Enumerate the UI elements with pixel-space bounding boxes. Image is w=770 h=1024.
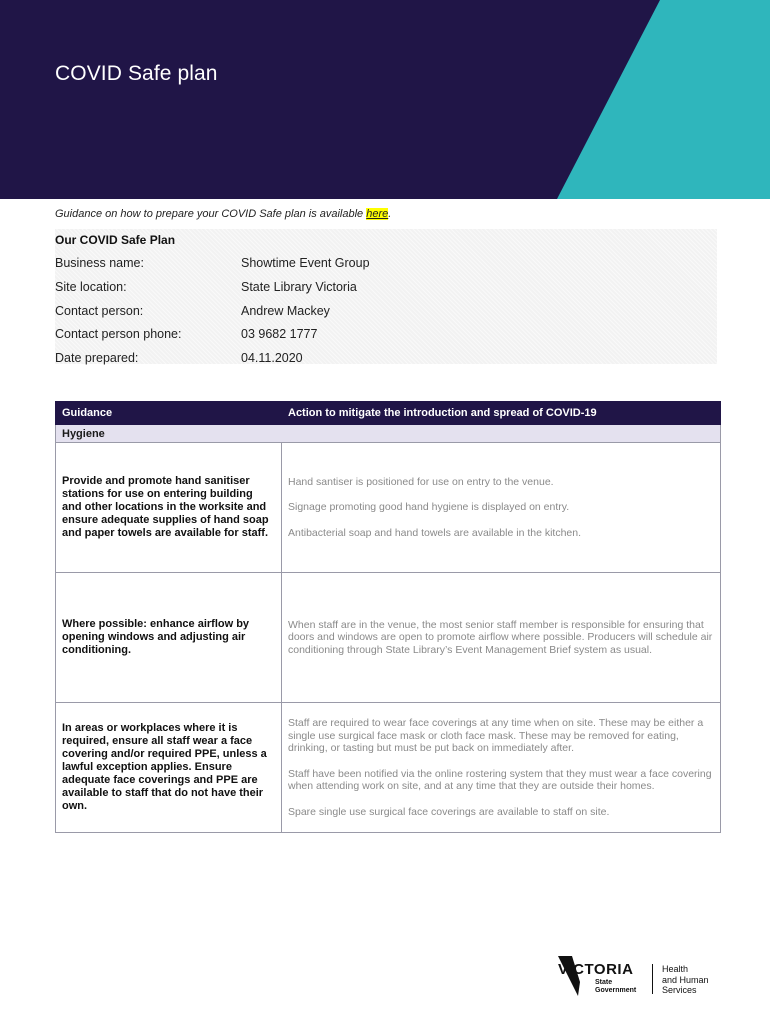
action-cell [282, 573, 721, 703]
guidance-text: Guidance on how to prepare your COVID Safe plan is available [55, 208, 367, 220]
guidance-cell: In areas or workplaces where it is required, ensure all staff wear a face covering and/or required PPE, unless a lawful exception applies. Ensure adequate face coverings and PPE are available to staff that do not have their own. [56, 703, 282, 833]
action-cell [282, 443, 721, 573]
logo-word: VICTORIA [558, 961, 634, 978]
guidance-suffix: . [388, 208, 392, 220]
department-name [662, 964, 709, 996]
action-text: Staff have been notified via the online rostering system that they must wear a face covering when attending work on site, and at any time that they are outside their homes. [288, 767, 712, 792]
business-name-label: Business name: [55, 256, 144, 270]
action-text: Hand santiser is positioned for use on entry to the venue. [288, 475, 554, 488]
table-row [56, 443, 721, 573]
action-text: Antibacterial soap and hand towels are available in the kitchen. [288, 526, 582, 539]
dept-line-1: Health [662, 964, 689, 974]
guidance-cell: Provide and promote hand sanitiser stations for use on entering building and other locations in the worksite and ensure adequate supplies of hand soap and paper towels are available for staff. [56, 443, 282, 573]
teal-accent-shape [0, 0, 770, 199]
table-row [56, 573, 721, 703]
action-text: Signage promoting good hand hygiene is displayed on entry. [288, 501, 570, 514]
dept-line-2: and Human [662, 974, 709, 985]
action-cell [282, 703, 721, 833]
action-text: Staff are required to wear face coverings at any time when on site. These may be either a single use surgical face mask or cloth face mask. These may be removed for eating, drinking, or tasting but must be put back on immediately after. [288, 717, 704, 754]
action-text: When staff are in the venue, the most senior staff member is responsible for ensuring that doors and windows are open to promote airflow where possible. Producers will schedule air conditioning through State Library’s Event Management Brief system as usual. [288, 618, 713, 656]
plan-details-box [55, 229, 717, 364]
contact-person-label: Contact person: [55, 304, 144, 318]
section-row-hygiene [56, 425, 721, 443]
page-title: COVID Safe plan [55, 62, 218, 85]
action-text: Spare single use surgical face coverings are available to staff on site. [288, 805, 610, 818]
dept-line-3: Services [662, 985, 697, 995]
victoria-government-logo [558, 952, 718, 998]
business-name-value: Showtime Event Group [241, 256, 370, 270]
site-location-label: Site location: [55, 280, 127, 294]
section-title: Hygiene [56, 425, 721, 443]
logo-subtitle [595, 979, 636, 995]
logo-sub-government: Government [595, 987, 637, 994]
guidance-cell: Where possible: enhance airflow by opening windows and adjusting air conditioning. [56, 573, 282, 703]
header-banner [0, 0, 770, 199]
logo-sub-state: State [595, 979, 613, 986]
contact-phone-value: 03 9682 1777 [241, 327, 318, 341]
guidance-link[interactable]: here [366, 208, 389, 220]
guidance-column-header: Guidance [56, 402, 282, 425]
guidance-note [55, 208, 391, 220]
date-prepared-label: Date prepared: [55, 351, 139, 365]
site-location-value: State Library Victoria [241, 280, 357, 294]
covid-measures-table [55, 401, 721, 833]
date-prepared-value: 04.11.2020 [241, 351, 303, 365]
action-column-header: Action to mitigate the introduction and spread of COVID-19 [282, 402, 721, 425]
contact-person-value: Andrew Mackey [241, 304, 330, 318]
logo-divider [652, 964, 653, 994]
table-header-row [56, 402, 721, 425]
contact-phone-label: Contact person phone: [55, 327, 182, 341]
plan-heading: Our COVID Safe Plan [55, 233, 176, 247]
table-row [56, 703, 721, 833]
